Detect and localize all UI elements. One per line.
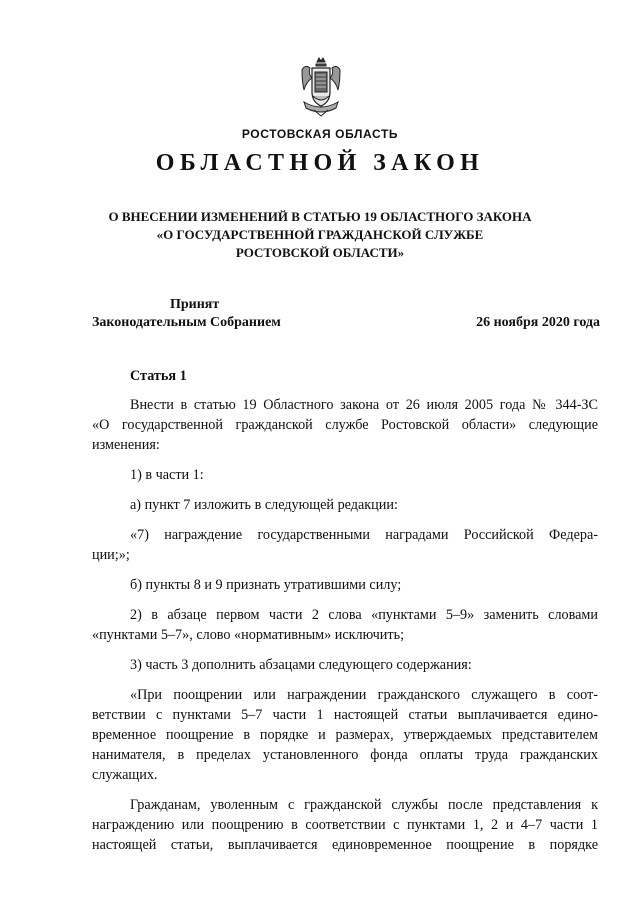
text-line: награждению или поощрению в соответствии с пунктами 1, 2 и 4–7 части 1 — [92, 817, 598, 833]
adopting-body: Законодательным Собранием — [92, 315, 281, 330]
text-line: служащих. — [92, 767, 158, 783]
text-line: ветствии с пунктами 5–7 части 1 настоящей статьи выплачивается едино- — [92, 707, 598, 723]
text-line: «пунктами 5–7», слово «нормативным» исключить; — [92, 627, 405, 643]
text-line: нанимателя, в пределах установленного фонда оплаты труда гражданских — [92, 747, 598, 763]
paragraph — [92, 575, 598, 595]
text-line: 2) в абзаце первом части 2 слова «пунктами 5–9» заменить словами — [130, 607, 598, 623]
text-line: а) пункт 7 изложить в следующей редакции: — [130, 497, 398, 513]
adoption-block — [92, 296, 600, 332]
coat-of-arms-icon — [300, 56, 342, 118]
document-type-title: ОБЛАСТНОЙ ЗАКОН — [155, 150, 485, 176]
text-line: «При поощрении или награждении гражданского служащего в соот- — [130, 687, 598, 703]
paragraph — [92, 655, 598, 675]
law-heading-line: О ВНЕСЕНИИ ИЗМЕНЕНИЙ В СТАТЬЮ 19 ОБЛАСТНОГО ЗАКОНА — [108, 209, 532, 224]
text-line: 3) часть 3 дополнить абзацами следующего содержания: — [130, 657, 472, 673]
text-line: 1) в части 1: — [130, 467, 204, 483]
document-body — [92, 366, 598, 855]
paragraph — [92, 465, 598, 485]
text-line: временное поощрение в порядке и размерах, утверждаемых представителем — [92, 727, 598, 743]
law-heading-line: РОСТОВСКОЙ ОБЛАСТИ» — [235, 245, 405, 260]
text-line: изменения: — [92, 437, 160, 453]
text-line: «О государственной гражданской службе Ростовской области» следующие — [92, 417, 598, 433]
law-heading — [0, 208, 640, 262]
text-line: Гражданам, уволенным с гражданской службы после представления к — [130, 797, 598, 813]
paragraph — [92, 605, 598, 645]
text-line: «7) награждение государственными наградами Российской Федера- — [130, 527, 598, 543]
adoption-date: 26 ноября 2020 года — [476, 315, 600, 330]
text-line: Внести в статью 19 Областного закона от 26 июля 2005 года № 344-ЗС — [130, 397, 598, 413]
article-title: Статья 1 — [130, 368, 187, 384]
adoption-label: Принят — [170, 297, 220, 312]
paragraph — [92, 525, 598, 565]
paragraph — [92, 795, 598, 855]
text-line: б) пункты 8 и 9 признать утратившими силу; — [130, 577, 402, 593]
paragraph — [92, 395, 598, 455]
region-name: РОСТОВСКАЯ ОБЛАСТЬ — [241, 127, 399, 141]
text-line: ции;»; — [92, 547, 130, 563]
paragraph — [92, 685, 598, 785]
text-line: настоящей статьи, выплачивается единовременное поощрение в порядке — [92, 837, 598, 853]
paragraph — [92, 495, 598, 515]
law-heading-line: «О ГОСУДАРСТВЕННОЙ ГРАЖДАНСКОЙ СЛУЖБЕ — [156, 227, 484, 242]
